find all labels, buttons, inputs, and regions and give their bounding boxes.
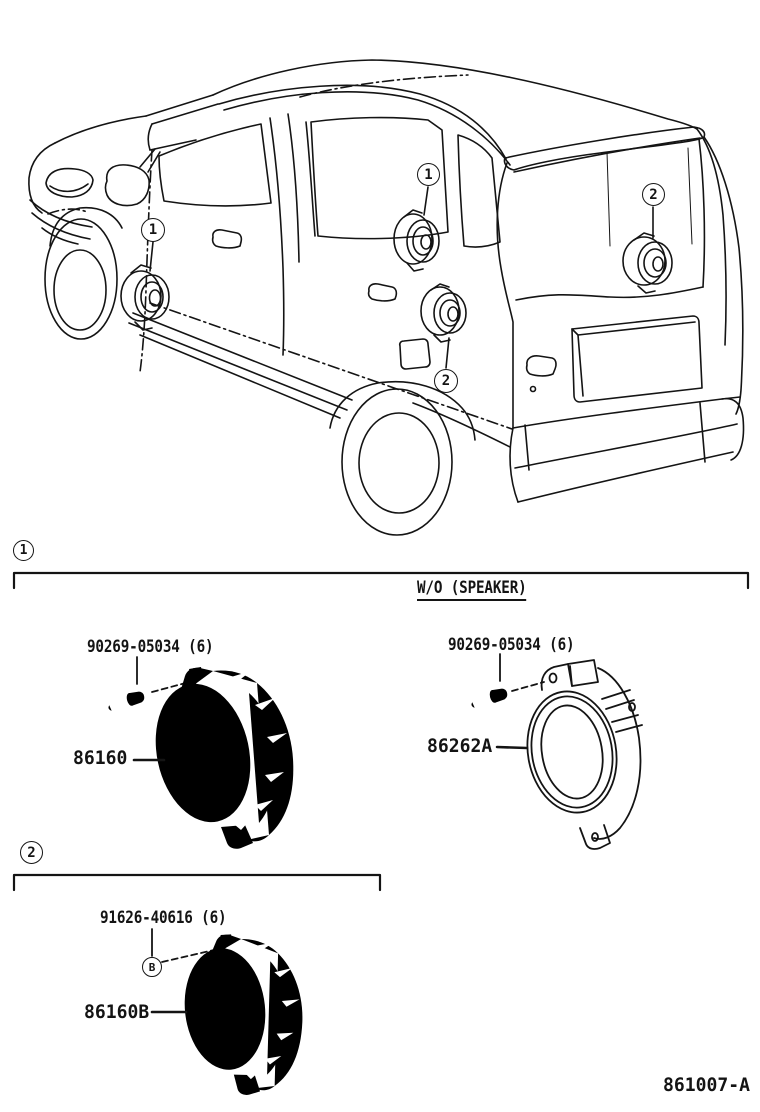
license-plate-recess xyxy=(572,316,702,402)
fuel-door xyxy=(400,339,430,369)
speaker-86160b-assembly xyxy=(152,929,311,1100)
part-label-86160b: 86160B xyxy=(84,1001,150,1023)
screw-part-label-section2: 91626-40616 (6) xyxy=(100,908,227,928)
headlight xyxy=(46,169,93,197)
rear-bumper xyxy=(510,397,743,502)
car-callout-front-door: 1 xyxy=(141,218,165,242)
figure-code: 861007-A xyxy=(663,1074,750,1096)
front-wheel xyxy=(45,208,122,339)
center-pillar-speaker-icon xyxy=(394,210,439,271)
vehicle-illustration xyxy=(29,60,744,535)
side-windows xyxy=(159,118,500,247)
cover-86262a-drawing xyxy=(518,660,642,849)
speaker-86160-assembly xyxy=(106,657,293,849)
part-label-86262a: 86262A xyxy=(427,735,493,757)
speaker-86160-drawing xyxy=(143,667,293,849)
front-door-handle xyxy=(213,230,242,248)
section1-marker: 1 xyxy=(13,540,34,561)
section1-bracket xyxy=(14,573,748,588)
rear-wheel xyxy=(330,382,510,535)
section2-marker: 2 xyxy=(20,841,43,864)
speaker-86160b-drawing xyxy=(165,929,311,1100)
rear-hatch-outline xyxy=(497,129,743,428)
rear-quarter-speaker-icon xyxy=(623,233,672,293)
sliding-door-speaker-icon xyxy=(421,284,466,342)
screw-part-label-right: 90269-05034 (6) xyxy=(448,635,575,655)
car-callout-center-pillar: 1 xyxy=(417,163,440,186)
section2-bracket xyxy=(14,875,380,890)
screw-icon-right xyxy=(469,687,508,709)
hatch-handle xyxy=(527,356,556,392)
wo-speaker-note: W/O (SPEAKER) xyxy=(417,579,527,601)
car-callout-sliding-door: 2 xyxy=(434,369,458,393)
rocker-lines xyxy=(129,303,512,429)
fastener-b-symbol: B xyxy=(142,957,162,977)
cover-86262a-assembly xyxy=(469,654,642,849)
screw-icon-left xyxy=(106,690,145,712)
sliding-door-handle xyxy=(369,284,397,301)
car-callout-rear-quarter: 2 xyxy=(642,183,665,206)
screw-part-label-left: 90269-05034 (6) xyxy=(87,637,214,657)
part-label-86160: 86160 xyxy=(73,747,128,769)
